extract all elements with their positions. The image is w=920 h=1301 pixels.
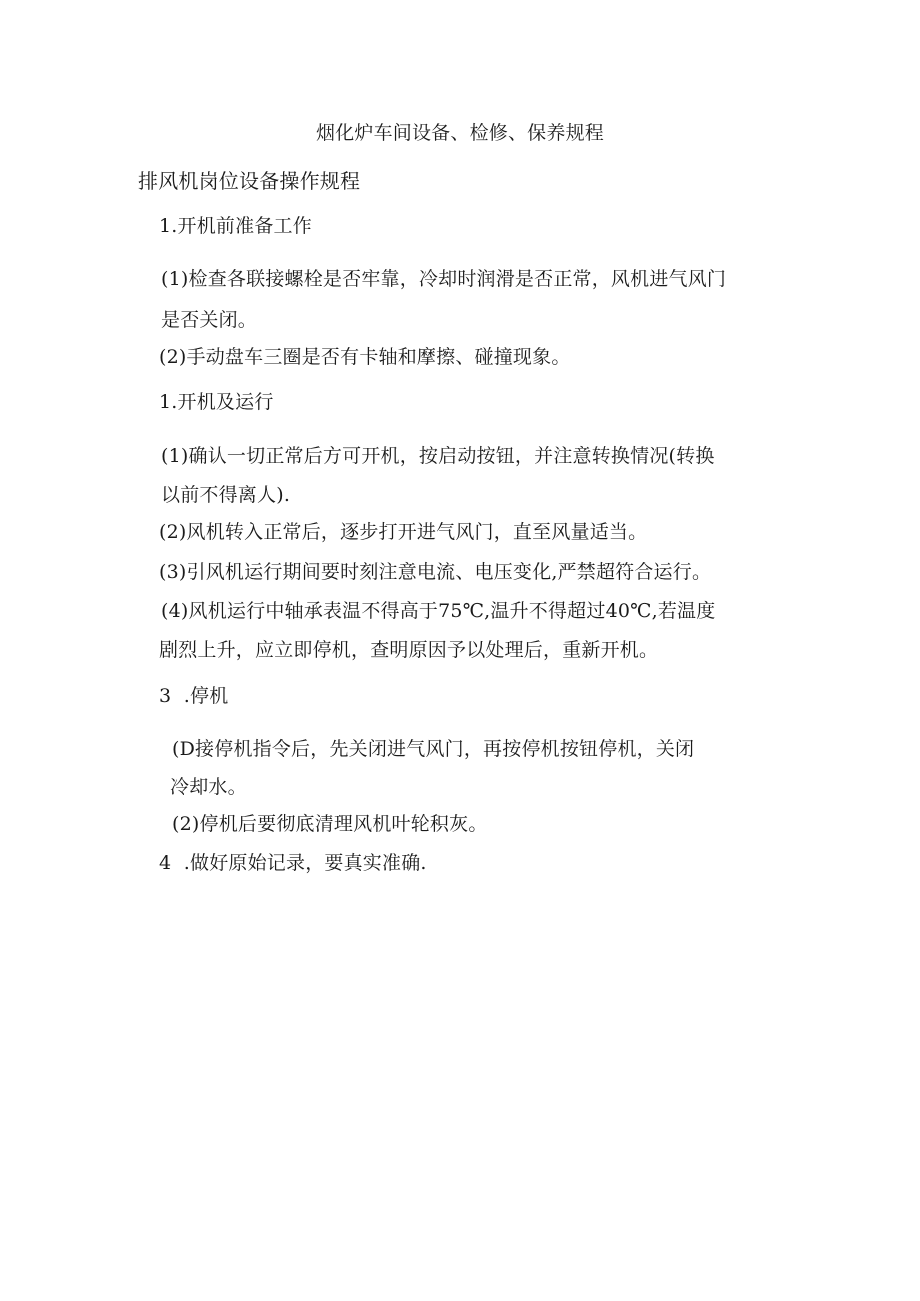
document-subtitle: 排风机岗位设备操作规程 [138,169,361,193]
paragraph-line: (2)风机转入正常后，逐步打开进气风门，直至风量适当。 [159,521,648,543]
paragraph-line: (1)确认一切正常后方可开机，按启动按钮，并注意转换情况(转换 [161,445,715,467]
section-heading: 3 .停机 [159,685,229,707]
document-title: 烟化炉车间设备、检修、保养规程 [315,122,604,144]
paragraph-line: 剧烈上升，应立即停机，查明原因予以处理后，重新开机。 [159,639,659,661]
paragraph-line: (1)检查各联接螺栓是否牢靠，冷却时润滑是否正常，风机进气风门 [161,268,727,290]
paragraph-line: (2)手动盘车三圈是否有卡轴和摩擦、碰撞现象。 [159,346,571,368]
section-heading: 1.开机前准备工作 [159,215,312,237]
paragraph-line: (D接停机指令后，先关闭进气风门，再按停机按钮停机，关闭 [172,738,695,760]
paragraph-line: 是否关闭。 [161,309,258,331]
paragraph-line: 以前不得离人). [161,484,291,506]
paragraph-line: (4)风机运行中轴承表温不得高于75℃,温升不得超过40℃,若温度 [161,600,716,622]
paragraph-line: 冷却水。 [170,776,247,798]
section-heading: 4 .做好原始记录，要真实准确. [159,852,427,874]
paragraph-line: (3)引风机运行期间要时刻注意电流、电压变化,严禁超符合运行。 [159,561,712,583]
section-heading: 1.开机及运行 [159,391,274,413]
paragraph-line: (2)停机后要彻底清理风机叶轮积灰。 [172,813,488,835]
